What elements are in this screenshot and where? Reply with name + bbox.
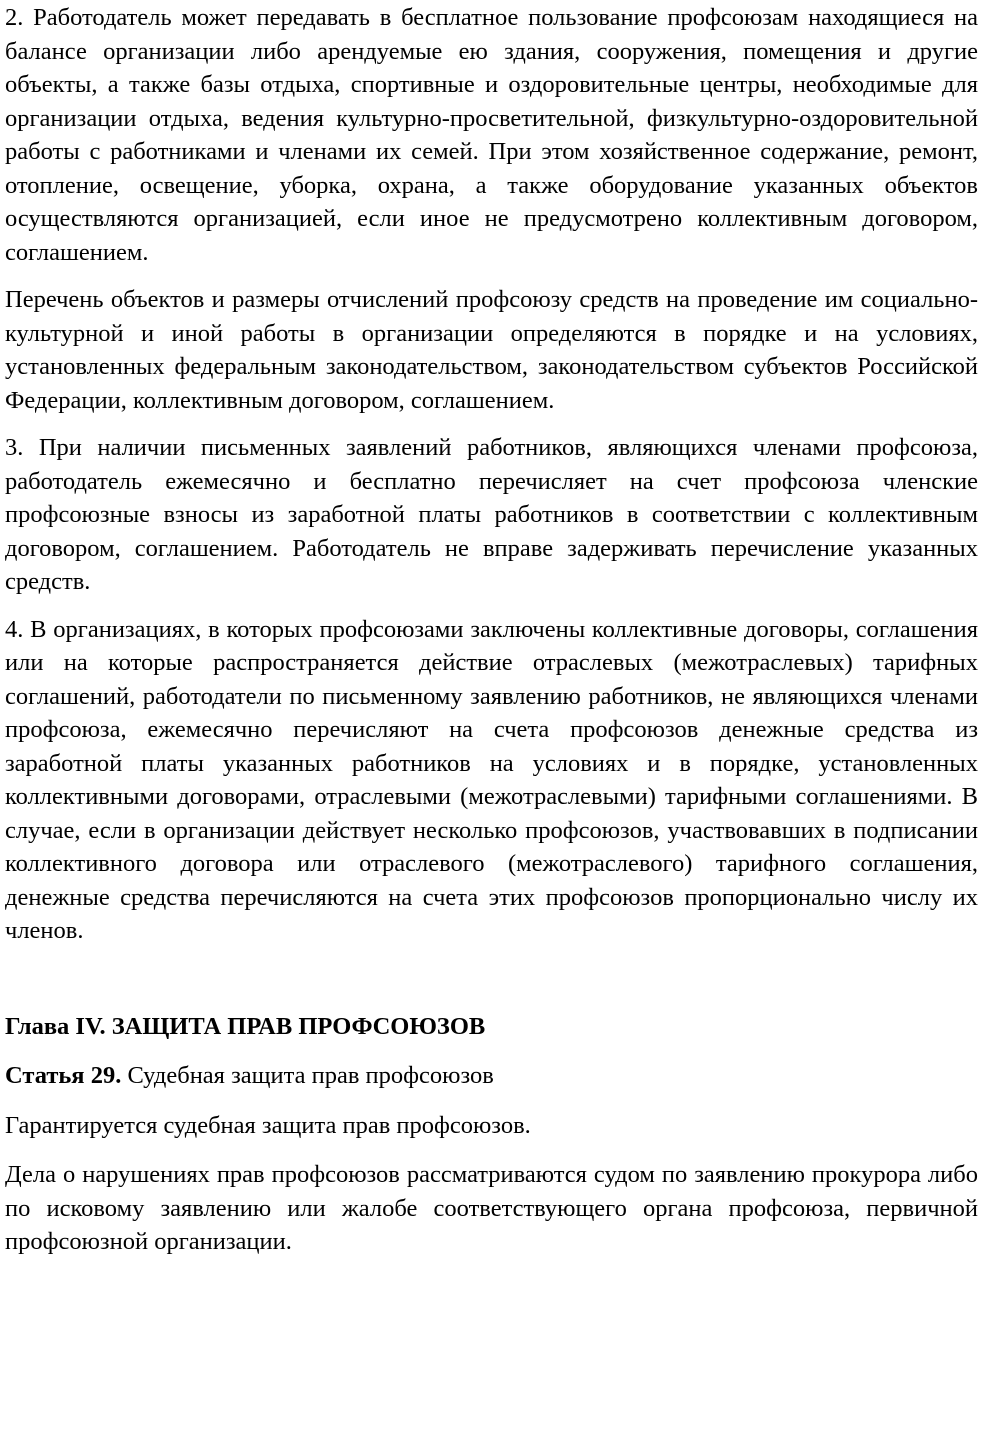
- paragraph-4: 4. В организациях, в которых профсоюзами заключены коллективные договоры, соглашения или на которые распространяется действие отраслевых (межотраслевых) тарифных соглашений, работодатели по письменному заявлению работников, не являющихся членами профсоюза, ежемесячно перечисляют на счета профсоюзов денежные средства из заработной платы указанных работников на условиях и в порядке, установленных коллективными договорами, отраслевыми (межотраслевыми) тарифными соглашениями. В случае, если в организации действует несколько профсоюзов, участвовавших в подписании коллективного договора или отраслевого (межотраслевого) тарифного соглашения, денежные средства перечисляются на счета этих профсоюзов пропорционально числу их членов.: [5, 615, 978, 944]
- article-label: Статья 29.: [5, 1062, 122, 1089]
- paragraph-2-continued: Перечень объектов и размеры отчислений профсоюзу средств на проведение им социально-культурной и иной работы в организации определяются в порядке и на условиях, установленных федеральным законодательством, законодательством субъектов Российской Федерации, коллективным договором, соглашением.: [5, 286, 978, 414]
- article-title: Судебная защита прав профсоюзов: [121, 1062, 494, 1089]
- paragraph-cases: Дела о нарушениях прав профсоюзов рассматриваются судом по заявлению прокурора либо по исковому заявлению или жалобе соответствующего органа профсоюза, первичной профсоюзной организации.: [5, 1161, 978, 1255]
- chapter-heading: Глава IV. ЗАЩИТА ПРАВ ПРОФСОЮЗОВ: [5, 1012, 486, 1040]
- article-heading: [5, 1059, 978, 1093]
- paragraph-2: 2. Работодатель может передавать в бесплатное пользование профсоюзам находящиеся на балансе организации либо арендуемые ею здания, сооружения, помещения и другие объекты, а также базы отдыха, спортивные и оздоровительные центры, необходимые для организации отдыха, ведения культурно-просветительной, физкультурно-оздоровительной работы с работниками и членами их семей. При этом хозяйственное содержание, ремонт, отопление, освещение, уборка, охрана, а также оборудование указанных объектов осуществляются организацией, если иное не предусмотрено коллективным договором, соглашением.: [5, 4, 978, 266]
- document-page: [5, 1, 978, 1259]
- paragraph-guarantee: Гарантируется судебная защита прав профсоюзов.: [5, 1111, 531, 1139]
- paragraph-3: 3. При наличии письменных заявлений работников, являющихся членами профсоюза, работодатель ежемесячно и бесплатно перечисляет на счет профсоюза членские профсоюзные взносы из заработной платы работников в соответствии с коллективным договором, соглашением. Работодатель не вправе задерживать перечисление указанных средств.: [5, 434, 978, 595]
